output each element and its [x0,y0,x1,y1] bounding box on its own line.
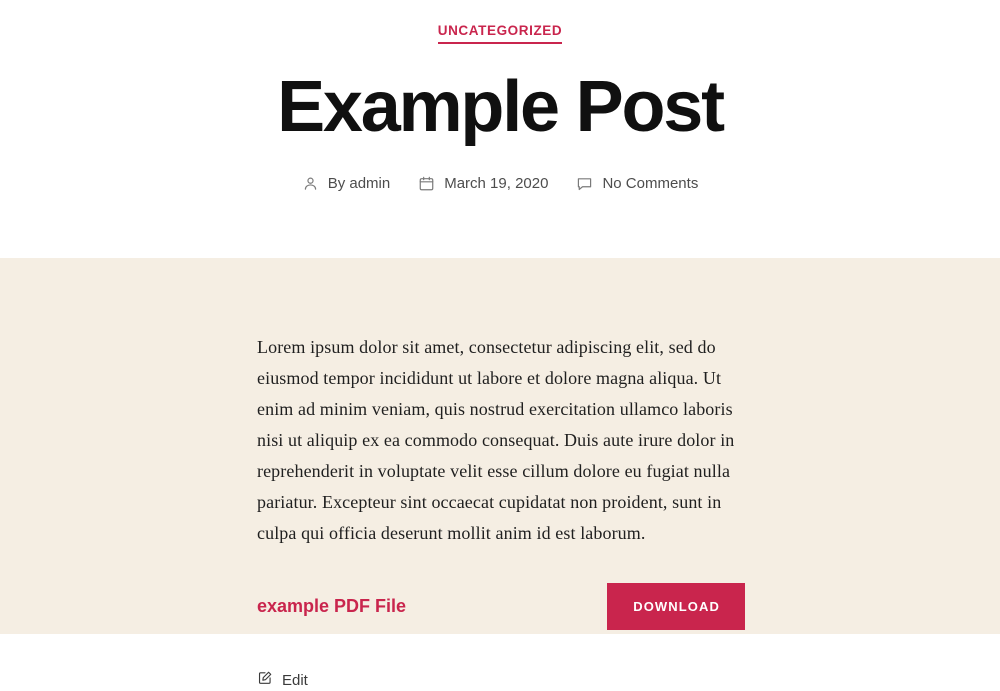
author-link[interactable]: By admin [327,175,391,193]
page-title: Example Post [277,66,723,147]
post-content [0,258,1000,689]
category-link[interactable]: UNCATEGORIZED [438,22,563,44]
comment-icon [576,175,593,192]
calendar-icon [418,175,435,192]
post-body-text: Lorem ipsum dolor sit amet, consectetur adipiscing elit, sed do eiusmod tempor incididunt ut labore et dolore magna aliqua. Ut enim ad minim veniam, quis nostrud exercitation ullamco laboris nisi ut aliquip ex ea commodo consequat. Duis aute irure dolor in reprehenderit in voluptate velit esse cillum dolore eu fugiat nulla pariatur. Excepteur sint occaecat cupidatat non proident, sunt in culpa qui officia deserunt mollit anim id est laborum. [257,337,735,543]
download-button[interactable]: DOWNLOAD [607,583,745,630]
meta-author [302,175,391,192]
meta-date [418,175,548,192]
edit-row[interactable] [257,670,745,691]
post-category [0,22,1000,44]
user-icon [302,175,319,192]
post-meta [0,175,1000,192]
pencil-square-icon [257,670,273,691]
edit-link[interactable]: Edit [282,671,308,689]
meta-comments [576,175,698,192]
date-link[interactable]: March 19, 2020 [444,175,549,193]
content-inner [255,332,745,691]
attachment-row [257,583,745,630]
post-header [0,0,1000,258]
comments-link[interactable]: No Comments [602,175,699,193]
attachment-file-link[interactable]: example PDF File [257,595,407,616]
